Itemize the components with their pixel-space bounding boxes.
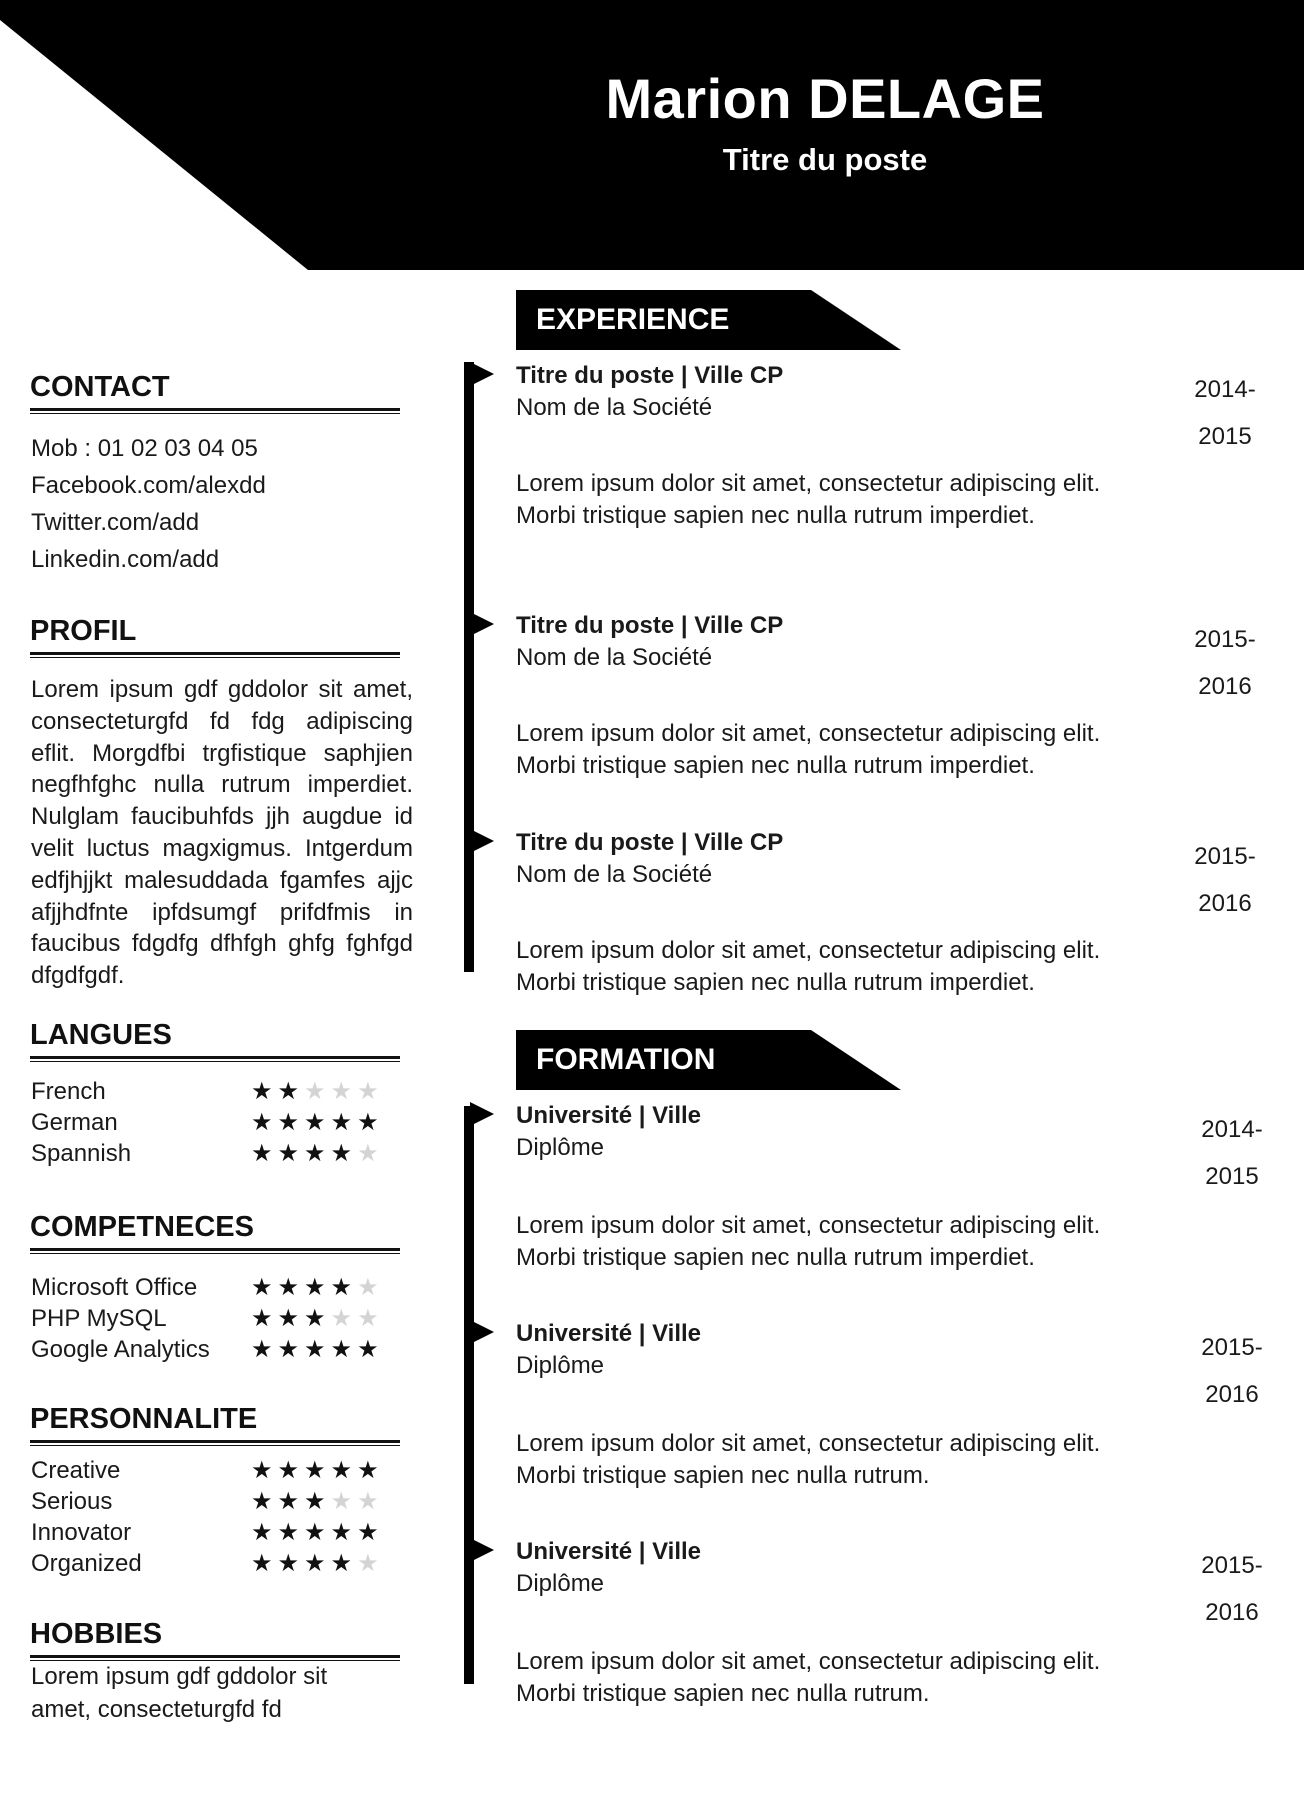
star-filled-icon: ★ <box>277 1274 305 1301</box>
experience-entry-title: Titre du poste | Ville CP <box>516 362 784 389</box>
contact-heading <box>30 370 400 414</box>
profile-rule <box>30 652 400 655</box>
personality-row <box>31 1517 413 1548</box>
contact-rule-thin <box>30 413 400 414</box>
experience-entry-year-start: 2015- <box>1194 843 1256 870</box>
languages-heading-text: LANGUES <box>30 1019 172 1051</box>
skills-row <box>31 1303 413 1334</box>
education-entry-year-end: 2016 <box>1205 1599 1259 1626</box>
star-empty-icon: ★ <box>330 1078 358 1105</box>
star-filled-icon: ★ <box>330 1109 358 1136</box>
education-entry-year-start: 2015- <box>1201 1334 1263 1361</box>
star-filled-icon: ★ <box>304 1550 331 1577</box>
languages-row <box>31 1076 413 1107</box>
skills-heading <box>30 1210 400 1254</box>
education-entry-subtitle: Diplôme <box>516 1352 605 1379</box>
star-filled-icon: ★ <box>357 1519 384 1546</box>
education-entry-description: Lorem ipsum dolor sit amet, consectetur adipiscing elit. Morbi tristique sapien nec nulla rutrum imperdiet. <box>516 1212 1101 1271</box>
star-filled-icon: ★ <box>251 1109 278 1136</box>
education-entry-description: Lorem ipsum dolor sit amet, consectetur adipiscing elit. Morbi tristique sapien nec nulla rutrum. <box>516 1430 1101 1489</box>
experience-entry-title: Titre du poste | Ville CP <box>516 612 784 639</box>
personality-heading <box>30 1402 400 1446</box>
personality-label: Serious <box>31 1488 113 1515</box>
personality-row <box>31 1486 413 1517</box>
skills-list <box>31 1272 413 1365</box>
star-filled-icon: ★ <box>330 1519 358 1546</box>
languages-star-rating <box>251 1076 384 1107</box>
star-filled-icon: ★ <box>304 1109 331 1136</box>
languages-label: German <box>31 1109 118 1136</box>
languages-row <box>31 1107 413 1138</box>
profile-text: Lorem ipsum gdf gddolor sit amet, consecteturgfd fd fdg adipiscing eflit. Morgdfbi trgfistique saphjien negfhfghc nulla rutrum imperdiet. Nulglam faucibuhfds jjh augdue id velit luctus magxigmus. Intgerdum edfjhjjkt malesuddada fgamfes ajjc afjjhdfnte ipfdsumgf prifdfmis in faucibus fdgdfg dfhfgh ghfg fghfgd dfgdfgdf. <box>31 676 413 990</box>
education-entry-title: Université | Ville <box>516 1538 702 1565</box>
star-filled-icon: ★ <box>330 1336 358 1363</box>
personality-star-rating <box>251 1548 384 1579</box>
languages-label: French <box>31 1078 106 1105</box>
skills-star-rating <box>251 1334 384 1365</box>
star-filled-icon: ★ <box>304 1457 331 1484</box>
personality-rule-thin <box>30 1445 400 1446</box>
star-filled-icon: ★ <box>251 1336 278 1363</box>
profile-rule-thin <box>30 657 400 658</box>
languages-heading <box>30 1018 400 1062</box>
contact-rule <box>30 408 400 411</box>
star-filled-icon: ★ <box>277 1488 305 1515</box>
education-entry-year-start: 2014- <box>1201 1116 1263 1143</box>
experience-entry-description: Lorem ipsum dolor sit amet, consectetur adipiscing elit. Morbi tristique sapien nec nulla rutrum imperdiet. <box>516 470 1101 529</box>
candidate-name: Marion DELAGE <box>605 67 1045 130</box>
education-timeline-marker-icon <box>470 1320 494 1344</box>
experience-banner <box>516 290 901 350</box>
star-filled-icon: ★ <box>304 1140 331 1167</box>
profile-heading <box>30 614 400 658</box>
contact-phone: Mob : 01 02 03 04 05 <box>31 435 258 462</box>
education-entry-description: Lorem ipsum dolor sit amet, consectetur adipiscing elit. Morbi tristique sapien nec nulla rutrum. <box>516 1648 1101 1707</box>
education-entry-subtitle: Diplôme <box>516 1570 605 1597</box>
experience-entry-description: Lorem ipsum dolor sit amet, consectetur adipiscing elit. Morbi tristique sapien nec nulla rutrum imperdiet. <box>516 720 1101 779</box>
education-entry-year-end: 2015 <box>1205 1163 1259 1190</box>
languages-star-rating <box>251 1138 384 1169</box>
star-filled-icon: ★ <box>277 1078 305 1105</box>
experience-entry-year-start: 2015- <box>1194 626 1256 653</box>
star-empty-icon: ★ <box>357 1078 384 1105</box>
experience-entry-year-end: 2015 <box>1198 423 1252 450</box>
candidate-job-title: Titre du poste <box>722 142 928 177</box>
star-filled-icon: ★ <box>251 1274 278 1301</box>
star-filled-icon: ★ <box>251 1457 278 1484</box>
personality-list <box>31 1455 413 1579</box>
personality-row <box>31 1455 413 1486</box>
languages-label: Spannish <box>31 1140 132 1167</box>
star-filled-icon: ★ <box>277 1109 305 1136</box>
skills-rule <box>30 1248 400 1251</box>
star-filled-icon: ★ <box>277 1457 305 1484</box>
education-entry-year-start: 2015- <box>1201 1552 1263 1579</box>
hobbies-text: Lorem ipsum gdf gddolor sit amet, consecteturgfd fd <box>31 1663 328 1723</box>
experience-entry-title: Titre du poste | Ville CP <box>516 829 784 856</box>
star-empty-icon: ★ <box>330 1305 358 1332</box>
star-filled-icon: ★ <box>330 1550 358 1577</box>
personality-rule <box>30 1440 400 1443</box>
star-filled-icon: ★ <box>251 1305 278 1332</box>
star-empty-icon: ★ <box>357 1274 384 1301</box>
contact-heading-text: CONTACT <box>30 371 170 403</box>
personality-label: Creative <box>31 1457 121 1484</box>
star-filled-icon: ★ <box>357 1336 384 1363</box>
contact-facebook: Facebook.com/alexdd <box>31 472 266 499</box>
star-filled-icon: ★ <box>277 1550 305 1577</box>
star-empty-icon: ★ <box>357 1550 384 1577</box>
star-empty-icon: ★ <box>357 1488 384 1515</box>
languages-row <box>31 1138 413 1169</box>
experience-entry-year-start: 2014- <box>1194 376 1256 403</box>
skills-row <box>31 1272 413 1303</box>
experience-entry-year-end: 2016 <box>1198 673 1252 700</box>
star-filled-icon: ★ <box>304 1274 331 1301</box>
education-banner <box>516 1030 901 1090</box>
experience-timeline-marker-icon <box>470 829 494 853</box>
star-filled-icon: ★ <box>304 1488 331 1515</box>
personality-label: Innovator <box>31 1519 132 1546</box>
star-filled-icon: ★ <box>251 1519 278 1546</box>
star-filled-icon: ★ <box>357 1457 384 1484</box>
star-filled-icon: ★ <box>304 1519 331 1546</box>
hobbies-rule <box>30 1655 400 1658</box>
education-heading: FORMATION <box>536 1043 716 1076</box>
skills-heading-text: COMPETNECES <box>30 1211 254 1243</box>
star-filled-icon: ★ <box>277 1305 305 1332</box>
education-entry-year-end: 2016 <box>1205 1381 1259 1408</box>
personality-heading-text: PERSONNALITE <box>30 1403 258 1435</box>
personality-row <box>31 1548 413 1579</box>
header-banner <box>0 0 1304 272</box>
star-filled-icon: ★ <box>277 1336 305 1363</box>
contact-list <box>31 430 266 578</box>
experience-entry-subtitle: Nom de la Société <box>516 644 713 671</box>
experience-entry-year-end: 2016 <box>1198 890 1252 917</box>
hobbies-heading-text: HOBBIES <box>30 1618 163 1650</box>
experience-timeline <box>464 362 474 972</box>
star-empty-icon: ★ <box>304 1078 331 1105</box>
hobbies-heading <box>30 1617 400 1661</box>
experience-timeline-marker-icon <box>470 362 494 386</box>
education-entry-title: Université | Ville <box>516 1320 702 1347</box>
skills-label: Google Analytics <box>31 1336 210 1363</box>
education-timeline-marker-icon <box>470 1102 494 1126</box>
experience-heading: EXPERIENCE <box>536 303 730 336</box>
star-filled-icon: ★ <box>251 1550 278 1577</box>
skills-label: Microsoft Office <box>31 1274 198 1301</box>
experience-entry-description: Lorem ipsum dolor sit amet, consectetur adipiscing elit. Morbi tristique sapien nec nulla rutrum imperdiet. <box>516 937 1101 996</box>
star-filled-icon: ★ <box>251 1488 278 1515</box>
skills-star-rating <box>251 1303 384 1334</box>
languages-rule-thin <box>30 1061 400 1062</box>
languages-rule <box>30 1056 400 1059</box>
contact-linkedin: Linkedin.com/add <box>31 546 220 573</box>
education-timeline <box>464 1106 474 1684</box>
profile-heading-text: PROFIL <box>30 615 137 647</box>
education-entry-title: Université | Ville <box>516 1102 702 1129</box>
star-empty-icon: ★ <box>330 1488 358 1515</box>
skills-label: PHP MySQL <box>31 1305 167 1332</box>
star-filled-icon: ★ <box>330 1140 358 1167</box>
personality-star-rating <box>251 1455 384 1486</box>
skills-row <box>31 1334 413 1365</box>
star-filled-icon: ★ <box>330 1457 358 1484</box>
star-filled-icon: ★ <box>357 1109 384 1136</box>
star-filled-icon: ★ <box>277 1140 305 1167</box>
skills-rule-thin <box>30 1253 400 1254</box>
personality-star-rating <box>251 1517 384 1548</box>
star-filled-icon: ★ <box>251 1078 278 1105</box>
star-empty-icon: ★ <box>357 1140 384 1167</box>
experience-timeline-marker-icon <box>470 612 494 636</box>
languages-star-rating <box>251 1107 384 1138</box>
education-entry-subtitle: Diplôme <box>516 1134 605 1161</box>
star-empty-icon: ★ <box>357 1305 384 1332</box>
experience-entry-subtitle: Nom de la Société <box>516 394 713 421</box>
personality-label: Organized <box>31 1550 142 1577</box>
experience-entry-subtitle: Nom de la Société <box>516 861 713 888</box>
personality-star-rating <box>251 1486 384 1517</box>
contact-twitter: Twitter.com/add <box>31 509 200 536</box>
star-filled-icon: ★ <box>304 1305 331 1332</box>
education-timeline-marker-icon <box>470 1538 494 1562</box>
languages-list <box>31 1076 413 1169</box>
star-filled-icon: ★ <box>251 1140 278 1167</box>
star-filled-icon: ★ <box>277 1519 305 1546</box>
skills-star-rating <box>251 1272 384 1303</box>
star-filled-icon: ★ <box>330 1274 358 1301</box>
star-filled-icon: ★ <box>304 1336 331 1363</box>
